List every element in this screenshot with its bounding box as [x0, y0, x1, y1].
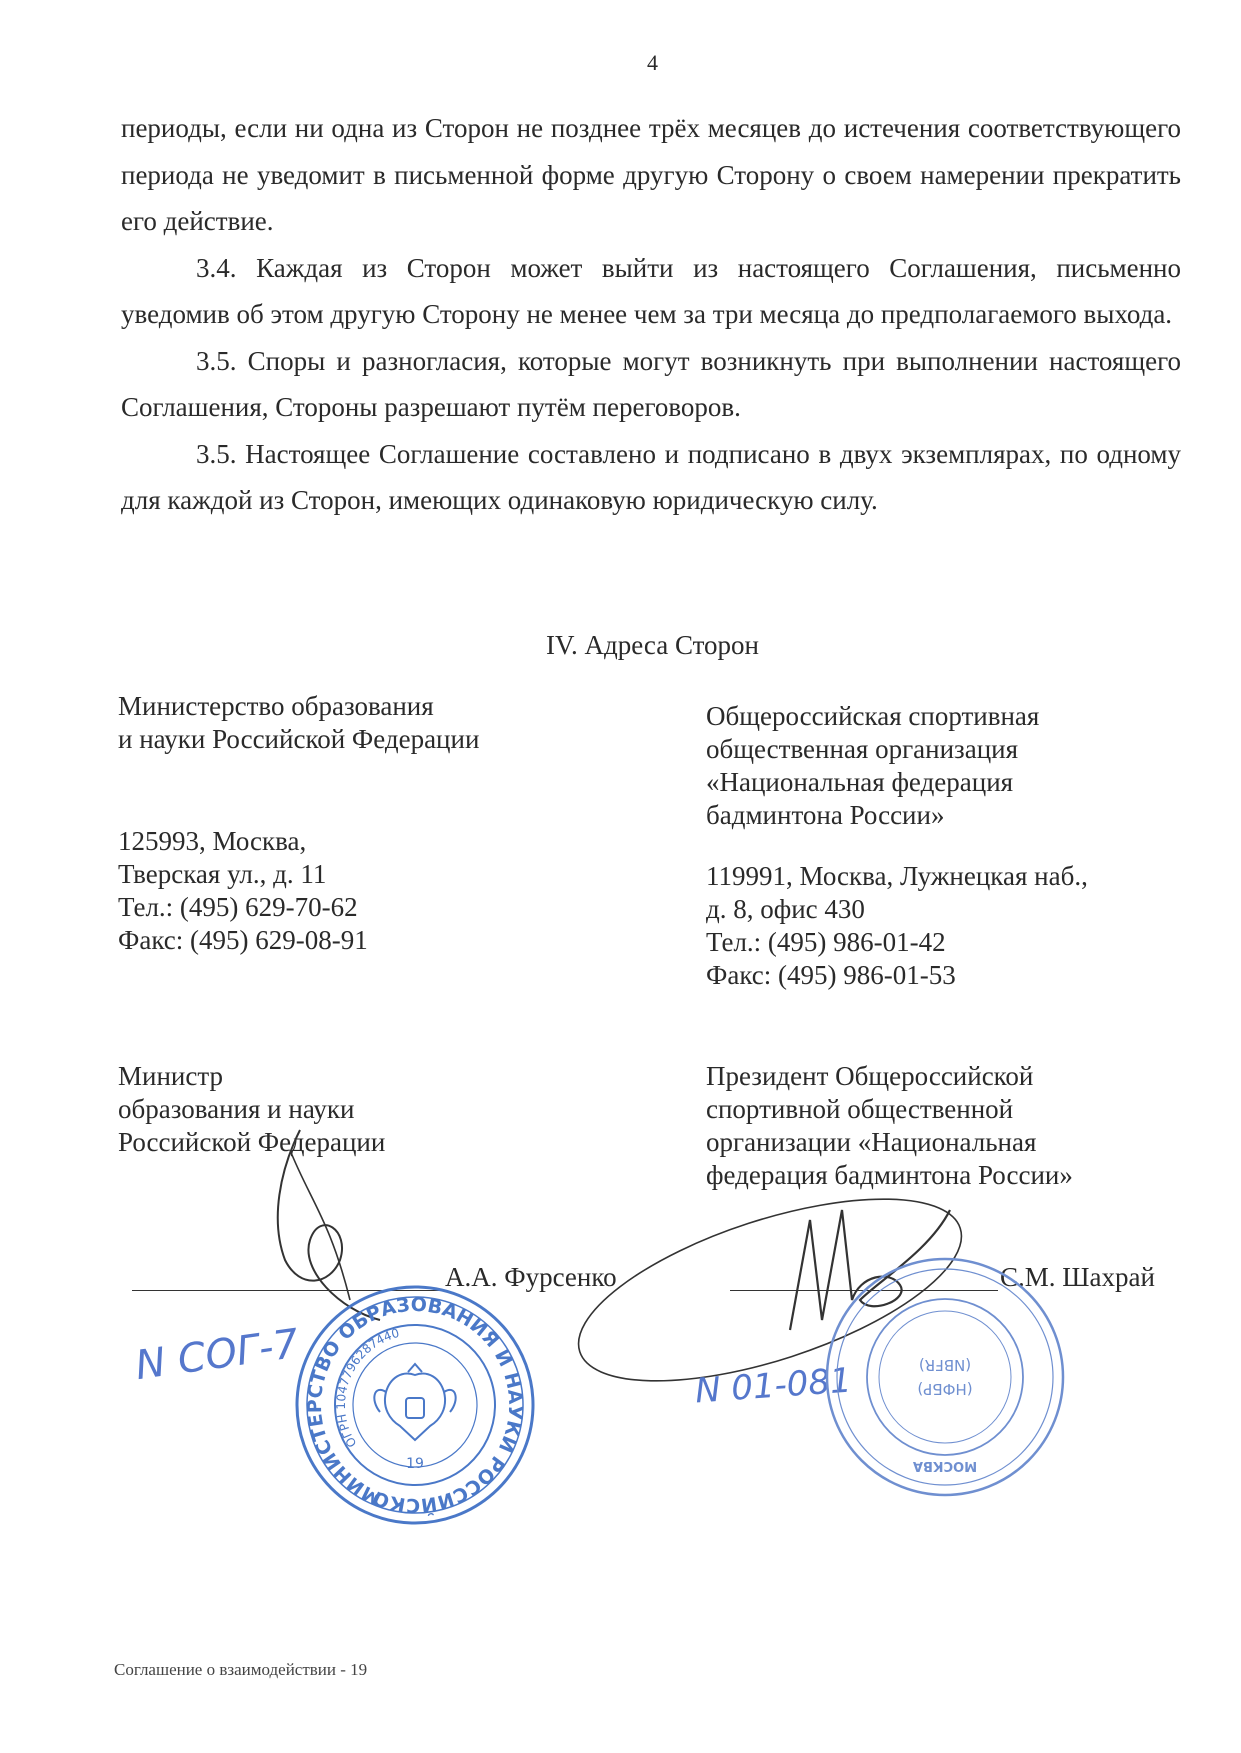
- left-party-address: 125993, Москва, Тверская ул., д. 11 Тел.: (495) 629-70-62 Факс: (495) 629-08-91: [118, 826, 368, 955]
- agreement-body: [121, 105, 1181, 524]
- left-signatory-name: А.А. Фурсенко: [445, 1262, 617, 1292]
- ministry-stamp-icon: [290, 1280, 540, 1530]
- page-number: 4: [647, 50, 658, 75]
- federation-stamp-center-en: (NBFR): [918, 1356, 972, 1374]
- paragraph-continuation: периоды, если ни одна из Сторон не позднее трёх месяцев до истечения соответствующего периода не уведомит в письменной форме другую Сторону о своем намерении прекратить его действие.: [121, 113, 1181, 236]
- left-party-name: Министерство образования и науки Российской Федерации: [118, 691, 480, 754]
- coat-of-arms-icon: [374, 1364, 455, 1440]
- left-handwritten-number: N СОГ-7: [132, 1320, 302, 1390]
- ministry-stamp-ogrn: ОГРН 1047796287440: [333, 1325, 401, 1450]
- ministry-stamp-outer-text: МИНИСТЕРСТВО ОБРАЗОВАНИЯ И НАУКИ РОССИЙСКОЙ: [303, 1293, 527, 1517]
- svg-text:МИНИСТЕРСТВО ОБРАЗОВАНИЯ И НАУ: [290, 1280, 540, 1530]
- right-party-name: Общероссийская спортивная общественная организация «Национальная федерация бадминтона России»: [706, 701, 1040, 830]
- document-footer: Соглашение о взаимодействии - 19: [114, 1660, 368, 1679]
- paragraph-3-5-disputes: 3.5. Споры и разногласия, которые могут возникнуть при выполнении настоящего Соглашения, Стороны разрешают путём переговоров.: [121, 345, 1181, 422]
- left-signatory-title: Министр образования и науки Российской Федерации: [118, 1061, 386, 1157]
- federation-stamp-city: МОСКВА: [912, 1458, 978, 1473]
- right-signatory-title: Президент Общероссийской спортивной общественной организации «Национальная федерация бадминтона России»: [706, 1061, 1073, 1190]
- right-handwritten-number: N 01-081: [693, 1360, 853, 1412]
- federation-stamp-icon: [820, 1252, 1070, 1502]
- paragraph-3-4: 3.4. Каждая из Сторон может выйти из настоящего Соглашения, письменно уведомив об этом другую Сторону не менее чем за три месяца до предполагаемого выхода.: [121, 252, 1181, 329]
- right-party-address: 119991, Москва, Лужнецкая наб., д. 8, офис 430 Тел.: (495) 986-01-42 Факс: (495) 986-01-53: [706, 861, 1088, 990]
- paragraph-3-5-copies: 3.5. Настоящее Соглашение составлено и подписано в двух экземплярах, по одному для каждой из Сторон, имеющих одинаковую юридическую силу.: [121, 438, 1181, 515]
- federation-stamp-center-ru: (НФБР): [917, 1380, 973, 1398]
- ministry-stamp-number: 19: [406, 1456, 424, 1472]
- right-signatory-name: С.М. Шахрай: [1000, 1262, 1155, 1292]
- section-title: IV. Адреса Сторон: [546, 630, 759, 660]
